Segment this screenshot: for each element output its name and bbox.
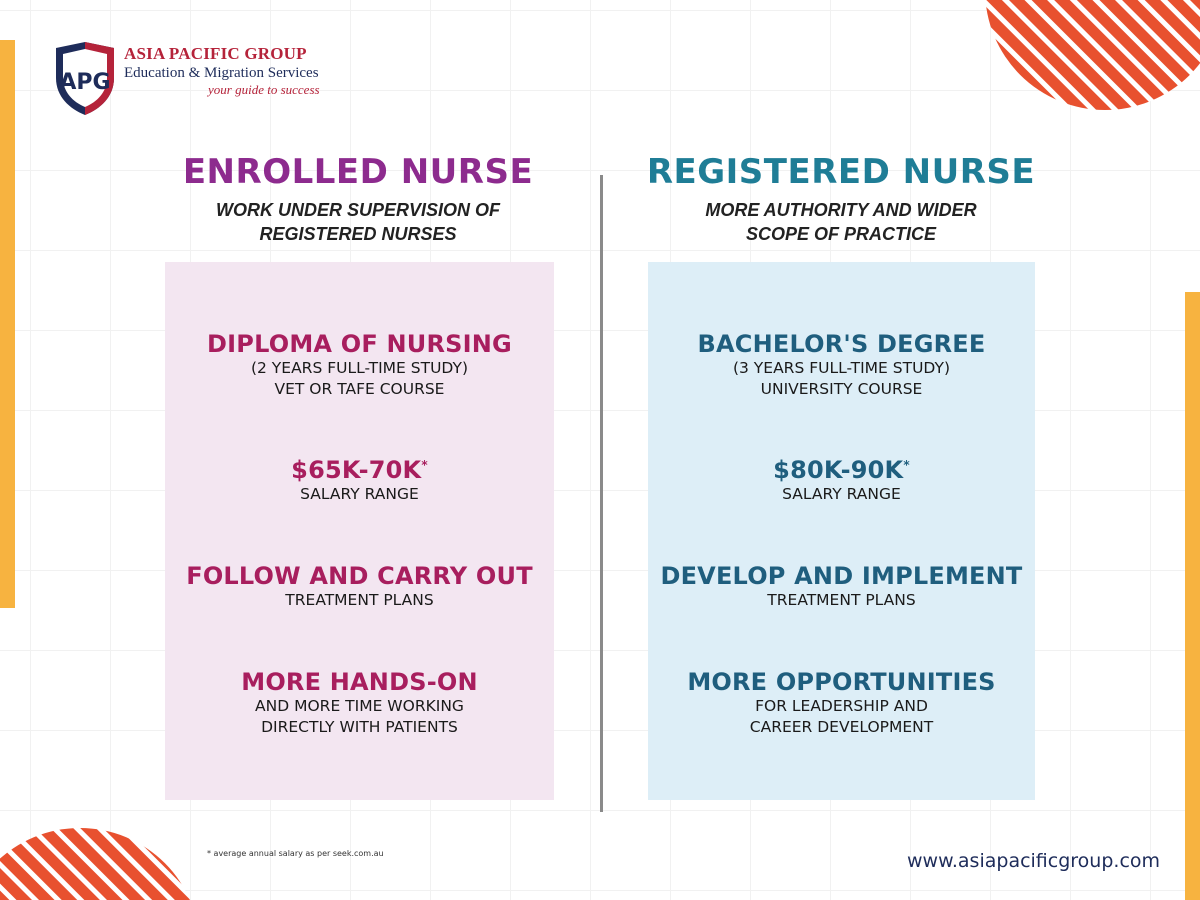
registered-growth (648, 668, 1035, 738)
enrolled-work-style-line-1: AND MORE TIME WORKING (255, 697, 464, 715)
enrolled-qualification-title: DIPLOMA OF NURSING (207, 330, 512, 358)
enrolled-nurse-heading (150, 152, 566, 246)
enrolled-salary (165, 456, 554, 505)
enrolled-qualification-line-1: (2 YEARS FULL-TIME STUDY) (250, 359, 469, 377)
enrolled-nurse-title: ENROLLED NURSE (182, 152, 534, 192)
registered-qualification (648, 330, 1035, 400)
enrolled-role-title: FOLLOW AND CARRY OUT (186, 562, 533, 590)
registered-nurse-subtitle-1: MORE AUTHORITY AND WIDER (705, 200, 977, 220)
enrolled-nurse-subtitle-2: REGISTERED NURSES (259, 224, 457, 244)
enrolled-nurse-card (165, 262, 554, 800)
registered-nurse-card (648, 262, 1035, 800)
website-link[interactable]: www.asiapacificgroup.com (907, 850, 1161, 872)
registered-role (648, 562, 1035, 611)
enrolled-role-line: TREATMENT PLANS (285, 591, 434, 609)
left-accent-bar (0, 40, 15, 608)
registered-growth-line-2: CAREER DEVELOPMENT (749, 718, 934, 736)
apg-shield-logo (50, 42, 120, 116)
registered-role-line: TREATMENT PLANS (767, 591, 916, 609)
registered-role-title: DEVELOP AND IMPLEMENT (660, 562, 1023, 590)
salary-asterisk: * (421, 458, 428, 472)
registered-salary-title: $80K-90K* (773, 456, 910, 484)
column-divider (600, 175, 603, 812)
registered-nurse-heading (628, 152, 1054, 246)
enrolled-qualification-line-2: VET OR TAFE COURSE (274, 380, 445, 398)
brand-name: ASIA PACIFIC GROUP (124, 44, 307, 63)
registered-nurse-title: REGISTERED NURSE (646, 152, 1036, 192)
registered-growth-line-1: FOR LEADERSHIP AND (755, 697, 928, 715)
enrolled-salary-line: SALARY RANGE (300, 485, 419, 503)
salary-footnote: * average annual salary as per seek.com.au (207, 849, 384, 858)
brand-subtitle: Education & Migration Services (124, 65, 319, 81)
enrolled-work-style (165, 668, 554, 738)
brand-logo[interactable] (50, 42, 350, 117)
enrolled-qualification (165, 330, 554, 400)
registered-nurse-subtitle-2: SCOPE OF PRACTICE (745, 224, 937, 244)
salary-asterisk: * (903, 458, 910, 472)
registered-qualification-line-1: (3 YEARS FULL-TIME STUDY) (732, 359, 951, 377)
logo-letters: APG (59, 70, 111, 95)
right-accent-bar (1185, 292, 1200, 900)
enrolled-work-style-line-2: DIRECTLY WITH PATIENTS (261, 718, 458, 736)
enrolled-work-style-title: MORE HANDS-ON (241, 668, 478, 696)
registered-salary (648, 456, 1035, 505)
striped-circle-decoration (985, 0, 1200, 110)
striped-circle-decoration (0, 828, 200, 900)
registered-salary-line: SALARY RANGE (782, 485, 901, 503)
enrolled-role (165, 562, 554, 611)
enrolled-nurse-subtitle-1: WORK UNDER SUPERVISION OF (215, 200, 501, 220)
registered-growth-title: MORE OPPORTUNITIES (687, 668, 996, 696)
enrolled-salary-title: $65K-70K* (291, 456, 428, 484)
registered-qualification-line-2: UNIVERSITY COURSE (760, 380, 923, 398)
registered-qualification-title: BACHELOR'S DEGREE (697, 330, 986, 358)
brand-tagline: your guide to success (208, 82, 320, 97)
